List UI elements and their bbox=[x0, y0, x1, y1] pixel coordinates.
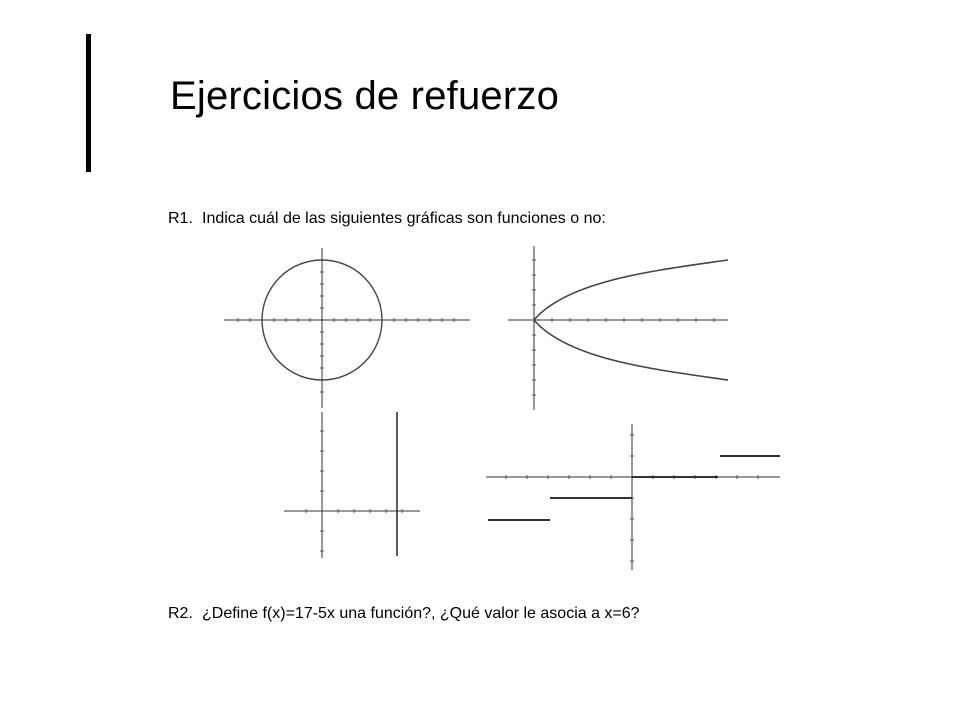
slide-title: Ejercicios de refuerzo bbox=[170, 74, 560, 118]
graph-step-function bbox=[486, 424, 780, 570]
graph-circle bbox=[224, 248, 470, 408]
exercise-number: R2. bbox=[168, 605, 193, 622]
exercise-text: ¿Define f(x)=17-5x una función?, ¿Qué valor le asocia a x=6? bbox=[202, 605, 640, 622]
title-accent-bar bbox=[86, 34, 91, 172]
graph-vertical-line bbox=[284, 412, 420, 558]
exercise-r1 bbox=[168, 210, 606, 228]
exercise-number: R1. bbox=[168, 210, 193, 227]
graph-parabola bbox=[508, 246, 728, 410]
exercise-r2 bbox=[168, 605, 640, 623]
exercise-text: Indica cuál de las siguientes gráficas son funciones o no: bbox=[202, 210, 606, 227]
